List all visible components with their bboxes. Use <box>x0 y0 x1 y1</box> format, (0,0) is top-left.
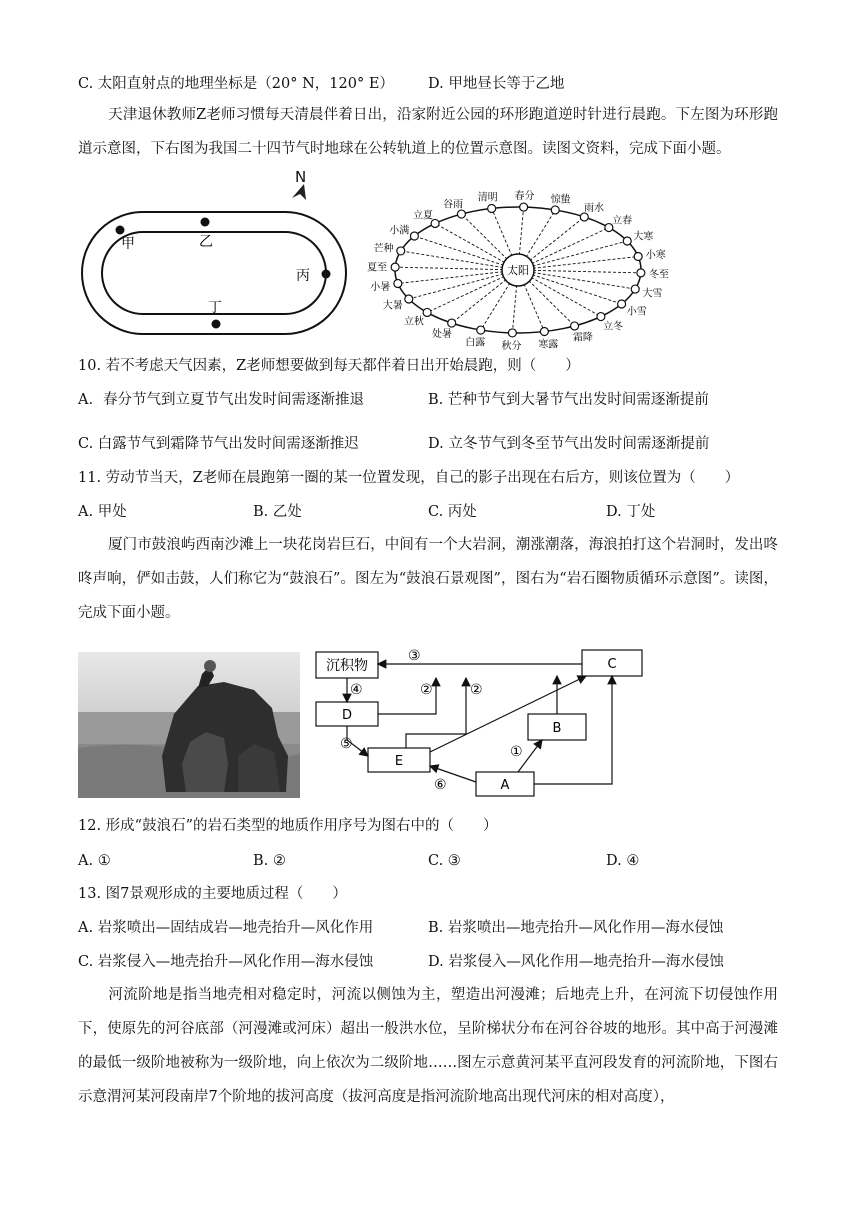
sediment-label: 沉积物 <box>326 658 368 674</box>
earth-position-dot <box>457 210 465 218</box>
e-label: E <box>394 754 404 769</box>
solar-term-label: 惊蛰 <box>550 194 571 206</box>
solar-term-label: 小满 <box>389 225 410 237</box>
earth-position-dot <box>391 263 399 271</box>
q12-option-d: D. ④ <box>606 853 640 869</box>
earth-position-dot <box>551 206 559 214</box>
point-jia-dot <box>116 226 125 235</box>
solar-term-label: 立夏 <box>412 210 433 222</box>
solar-term-label: 小暑 <box>370 282 391 294</box>
earth-position-dot <box>448 319 456 327</box>
solar-term-label: 处暑 <box>431 329 452 341</box>
earth-position-dot <box>631 285 639 293</box>
point-ding-dot <box>212 320 221 329</box>
orbit-spoke <box>518 256 638 270</box>
q11-option-c: C. 丙处 <box>428 504 477 520</box>
q11-option-b: B. 乙处 <box>253 504 302 520</box>
solar-term-label: 立春 <box>612 215 633 227</box>
a-label: A <box>500 778 510 793</box>
sun-label: 太阳 <box>507 264 529 277</box>
solar-term-label: 立秋 <box>403 316 424 328</box>
q13-option-b: B. 岩浆喷出—地壳抬升—风化作用—海水侵蚀 <box>428 920 724 936</box>
point-ding-label: 丁 <box>208 300 222 316</box>
q12-option-c: C. ③ <box>428 853 461 869</box>
process-2a-label: ② <box>420 682 433 698</box>
q11-stem: 11. 劳动节当天，Z老师在晨跑第一圈的某一位置发现，自己的影子出现在右后方，则该位置为（ ） <box>78 470 740 486</box>
solar-term-label: 夏至 <box>367 262 388 274</box>
solar-term-label: 大寒 <box>633 231 654 243</box>
q12-stem: 12. 形成“鼓浪石”的岩石类型的地质作用序号为图右中的（ ） <box>78 818 498 834</box>
q10-option-a: A．春分节气到立夏节气出发时间需逐渐推退 <box>78 392 364 408</box>
north-arrow-icon <box>292 184 306 200</box>
solar-term-label: 谷雨 <box>443 199 464 211</box>
running-track-diagram <box>78 166 358 342</box>
q9-option-d: D. 甲地昼长等于乙地 <box>428 76 565 92</box>
q11-option-d: D. 丁处 <box>606 504 656 520</box>
earth-position-dot <box>618 300 626 308</box>
passage-river-terrace: 河流阶地是指当地壳相对稳定时，河流以侧蚀为主，塑造出河漫滩；后地壳上升，在河流下切侵蚀作用下，使原先的河谷底部（河漫滩或河床）超出一般洪水位，呈阶梯状分布在河谷谷坡的地形。其中高于河漫滩的最低一级阶地被称为一级阶地，向上依次为二级阶地……图左示意黄河某平直河段发育的河流阶地，下图右示意渭河某河段南岸7个阶地的拔河高度（拔河高度是指河流阶地高出现代河床的相对高度）， <box>78 987 778 1105</box>
drum-rock-photo <box>78 652 300 798</box>
process-5-label: ⑤ <box>340 736 353 752</box>
q12-option-b: B. ② <box>253 853 286 869</box>
q10-option-d: D. 立冬节气到冬至节气出发时间需逐渐提前 <box>428 436 710 452</box>
q13-option-c: C. 岩浆侵入—地壳抬升—风化作用—海水侵蚀 <box>78 954 374 970</box>
point-yi-label: 乙 <box>199 234 213 250</box>
q12-option-a: A. ① <box>78 853 111 869</box>
solar-term-label: 春分 <box>514 191 535 203</box>
earth-position-dot <box>477 326 485 334</box>
passage-track: 天津退休教师Z老师习惯每天清晨伴着日出，沿家附近公园的环形跑道逆时针进行晨跑。下左图为环形跑道示意图，下右图为我国二十四节气时地球在公转轨道上的位置示意图。读图文资料，完成下面小题。 <box>78 107 778 157</box>
solar-term-label: 小雪 <box>626 306 647 318</box>
q10-stem: 10. 若不考虑天气因素，Z老师想要做到每天都伴着日出开始晨跑，则（ ） <box>78 358 580 374</box>
solar-term-label: 雨水 <box>584 202 605 214</box>
solar-term-label: 霜降 <box>572 332 593 344</box>
q10-option-b: B. 芒种节气到大暑节气出发时间需逐渐提前 <box>428 392 709 408</box>
q13-option-a: A. 岩浆喷出—固结成岩—地壳抬升—风化作用 <box>78 920 374 936</box>
q10-option-c: C. 白露节气到霜降节气出发时间需逐渐推迟 <box>78 436 359 452</box>
process-6-label: ⑥ <box>434 777 447 793</box>
orbit-spoke <box>398 270 518 284</box>
solar-terms-orbit-diagram <box>367 186 698 352</box>
earth-position-dot <box>405 295 413 303</box>
solar-term-label: 大雪 <box>642 288 663 300</box>
solar-term-label: 清明 <box>477 192 498 204</box>
q13-option-d: D. 岩浆侵入—风化作用—地壳抬升—海水侵蚀 <box>428 954 724 970</box>
q9-option-c: C. 太阳直射点的地理坐标是（20° N，120° E） <box>78 76 394 92</box>
earth-position-dot <box>580 213 588 221</box>
solar-term-label: 芒种 <box>373 243 394 255</box>
c-label: C <box>607 657 617 672</box>
q13-stem: 13. 图7景观形成的主要地质过程（ ） <box>78 886 347 902</box>
solar-term-label: 秋分 <box>501 340 522 352</box>
earth-position-dot <box>637 269 645 277</box>
solar-term-label: 立冬 <box>603 321 624 333</box>
orbit-spoke <box>518 241 627 270</box>
earth-position-dot <box>597 313 605 321</box>
solar-term-label: 白露 <box>465 337 486 349</box>
process-1-label: ① <box>510 744 523 760</box>
rock-cycle-diagram <box>310 644 660 804</box>
point-bing-dot <box>322 270 331 279</box>
point-bing-label: 丙 <box>296 268 310 284</box>
north-label: N <box>295 168 307 186</box>
process-4-label: ④ <box>350 682 363 698</box>
earth-position-dot <box>634 252 642 260</box>
earth-position-dot <box>394 280 402 288</box>
earth-position-dot <box>488 204 496 212</box>
earth-position-dot <box>410 232 418 240</box>
d-label: D <box>341 708 353 723</box>
point-jia-label: 甲 <box>121 236 135 252</box>
orbit-spoke <box>395 267 518 270</box>
earth-position-dot <box>571 322 579 330</box>
solar-term-label: 冬至 <box>648 269 669 281</box>
earth-position-dot <box>520 203 528 211</box>
process-2b-label: ② <box>470 682 483 698</box>
process-3-label: ③ <box>408 648 421 664</box>
orbit-spoke <box>409 270 518 299</box>
orbit-spoke <box>518 270 641 273</box>
q11-option-a: A. 甲处 <box>78 504 127 520</box>
earth-position-dot <box>423 308 431 316</box>
earth-position-dot <box>623 237 631 245</box>
point-yi-dot <box>201 218 210 227</box>
earth-position-dot <box>397 247 405 255</box>
earth-position-dot <box>508 329 516 337</box>
earth-position-dot <box>540 328 548 336</box>
solar-term-label: 大暑 <box>382 300 403 312</box>
b-label: B <box>552 721 562 736</box>
solar-term-label: 寒露 <box>538 339 559 351</box>
solar-term-label: 小寒 <box>645 249 666 261</box>
passage-drum-rock: 厦门市鼓浪屿西南沙滩上一块花岗岩巨石，中间有一个大岩洞，潮涨潮落，海浪拍打这个岩洞时，发出咚咚声响，俨如击鼓，人们称它为“鼓浪石”。图左为“鼓浪石景观图”，图右为“岩石圈物质循环示意图”。读图，完成下面小题。 <box>78 537 778 621</box>
